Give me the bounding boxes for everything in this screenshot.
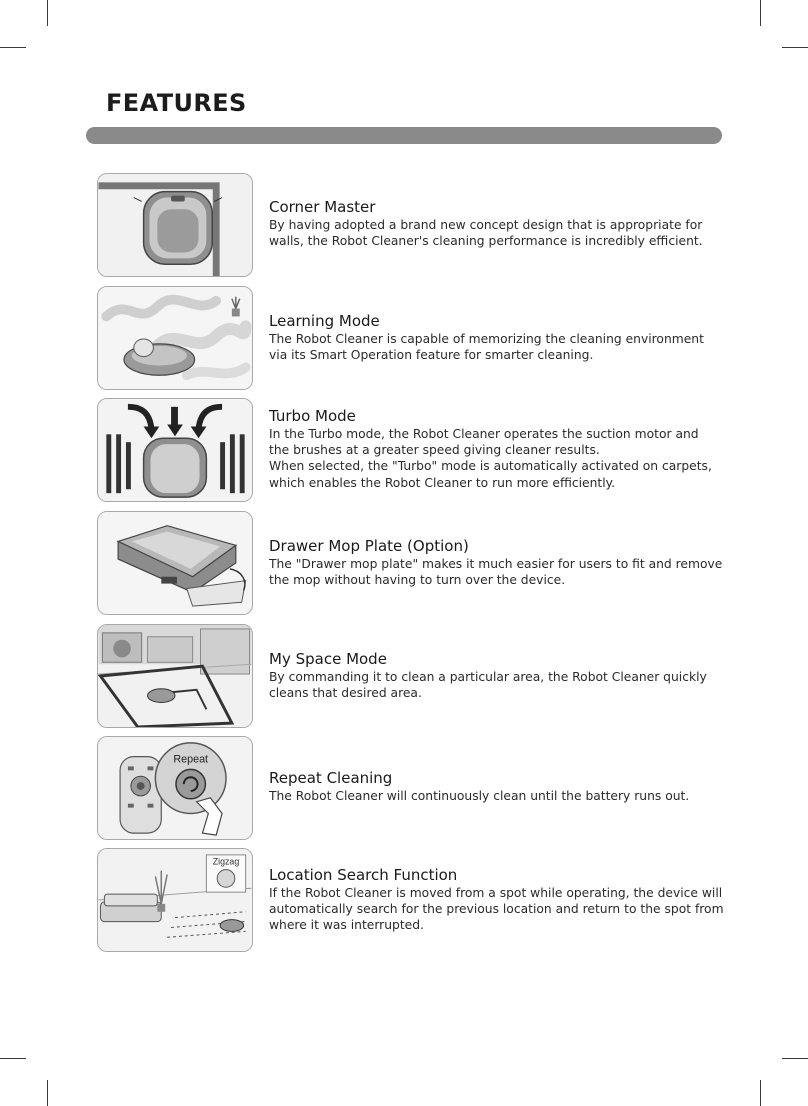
robot-room-area-image xyxy=(98,625,252,727)
corner-master-illustration xyxy=(97,173,253,277)
robot-suction-image xyxy=(98,399,252,501)
description-line: walls, the Robot Cleaner's cleaning performance is incredibly efficient. xyxy=(269,234,703,249)
feature-description xyxy=(269,426,719,491)
description-line: the mop without having to turn over the device. xyxy=(269,573,566,588)
feature-description xyxy=(269,669,719,701)
feature-description xyxy=(269,885,724,934)
robot-corner-image xyxy=(98,174,252,276)
crop-mark xyxy=(760,1080,761,1106)
location-search-illustration xyxy=(97,848,253,952)
feature-title: Drawer Mop Plate (Option) xyxy=(269,537,469,555)
feature-title: Turbo Mode xyxy=(269,407,356,425)
crop-mark xyxy=(760,0,761,26)
feature-title: Learning Mode xyxy=(269,312,380,330)
description-line: where it was interrupted. xyxy=(269,918,424,933)
drawer-mop-illustration xyxy=(97,511,253,615)
description-line: which enables the Robot Cleaner to run more efficiently. xyxy=(269,475,616,490)
description-line: via its Smart Operation feature for smarter cleaning. xyxy=(269,348,594,363)
feature-title: My Space Mode xyxy=(269,650,387,668)
crop-mark xyxy=(782,47,808,48)
description-line: automatically search for the previous location and return to the spot from xyxy=(269,902,724,917)
feature-description xyxy=(269,556,723,588)
feature-title: Location Search Function xyxy=(269,866,458,884)
robot-living-room-image xyxy=(98,849,252,951)
zigzag-label: Zigzag xyxy=(212,856,240,867)
robot-mop-plate-image xyxy=(98,512,252,614)
crop-mark xyxy=(782,1058,808,1059)
learning-mode-illustration xyxy=(97,286,253,390)
description-line: If the Robot Cleaner is moved from a spot while operating, the device will xyxy=(269,886,723,900)
description-line: The Robot Cleaner is capable of memorizing the cleaning environment xyxy=(269,332,704,346)
crop-mark xyxy=(47,0,48,26)
crop-mark xyxy=(0,47,26,48)
description-line: In the Turbo mode, the Robot Cleaner operates the suction motor and xyxy=(269,427,699,441)
description-line: The Robot Cleaner will continuously clean until the battery runs out. xyxy=(269,789,690,803)
page-title: FEATURES xyxy=(106,89,247,117)
description-line: The "Drawer mop plate" makes it much easier for users to fit and remove xyxy=(269,557,723,571)
turbo-mode-illustration xyxy=(97,398,253,502)
feature-description xyxy=(269,217,719,249)
title-rule xyxy=(86,127,722,144)
description-line: When selected, the "Turbo" mode is automatically activated on carpets, xyxy=(269,459,712,474)
description-line: the brushes at a greater speed giving cleaner results. xyxy=(269,443,600,458)
repeat-cleaning-illustration xyxy=(97,736,253,840)
crop-mark xyxy=(47,1080,48,1106)
robot-path-image xyxy=(98,287,252,389)
feature-title: Repeat Cleaning xyxy=(269,769,393,787)
remote-repeat-button-image xyxy=(98,737,252,839)
description-line: By having adopted a brand new concept design that is appropriate for xyxy=(269,218,703,232)
description-line: cleans that desired area. xyxy=(269,686,422,701)
feature-title: Corner Master xyxy=(269,198,376,216)
feature-description xyxy=(269,788,719,804)
crop-mark xyxy=(0,1058,26,1059)
my-space-mode-illustration xyxy=(97,624,253,728)
description-line: By commanding it to clean a particular area, the Robot Cleaner quickly xyxy=(269,670,707,684)
repeat-label: Repeat xyxy=(173,753,209,766)
feature-description xyxy=(269,331,719,363)
